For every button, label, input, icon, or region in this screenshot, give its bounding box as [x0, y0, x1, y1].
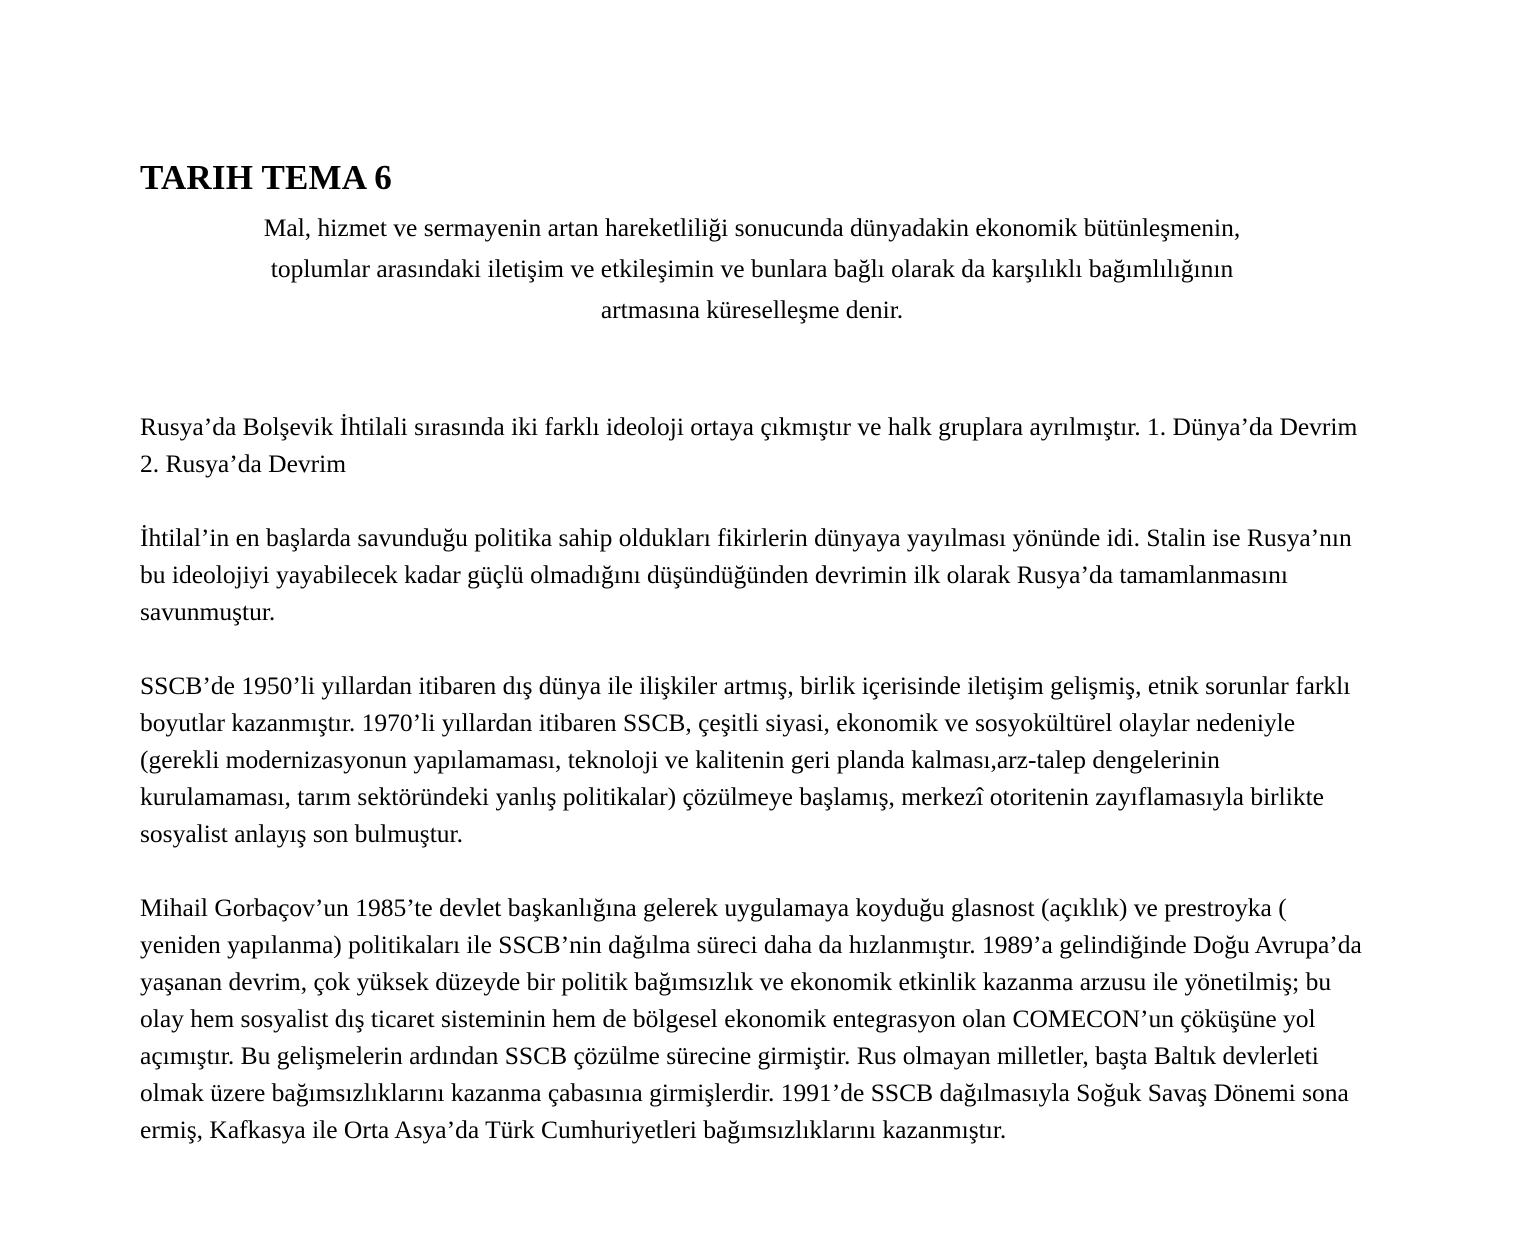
subtitle-line-1: Mal, hizmet ve sermayenin artan hareketliliği sonucunda dünyadakin ekonomik bütünleşmenin, — [263, 213, 1241, 242]
body-paragraph-2: İhtilal’in en başlarda savunduğu politika sahip oldukları fikirlerin dünyaya yayılması yönünde idi. Stalin ise Rusya’nın bu ideolojiyi yayabilecek kadar güçlü olmadığını düşündüğünden devrimin ilk olarak Rusya’da tamamlanmasını savunmuştur. — [140, 523, 1352, 626]
body-paragraph-1: Rusya’da Bolşevik İhtilali sırasında iki farklı ideoloji ortaya çıkmıştır ve halk gruplara ayrılmıştır. 1. Dünya’da Devrim 2. Rusya’da Devrim — [140, 412, 1358, 478]
subtitle-definition-block — [140, 207, 1364, 330]
page-title: TARIH TEMA 6 — [140, 158, 392, 197]
body-paragraph-3: SSCB’de 1950’li yıllardan itibaren dış dünya ile ilişkiler artmış, birlik içerisinde iletişim gelişmiş, etnik sorunlar farklı boyutlar kazanmıştır. 1970’li yıllardan itibaren SSCB, çeşitli siyasi, ekonomik ve sosyokültürel olaylar nedeniyle (gerekli modernizasyonun yapılamaması, teknoloji ve kalitenin geri planda kalması,arz-talep dengelerinin kurulamaması, tarım sektöründeki yanlış politikalar) çözülmeye başlamış, merkezî otoritenin zayıflamasıyla birlikte sosyalist anlayış son bulmuştur. — [140, 671, 1351, 848]
document-body — [140, 408, 1364, 1148]
subtitle-line-3: artmasına küreselleşme denir. — [600, 295, 904, 324]
body-paragraph-4: Mihail Gorbaçov’un 1985’te devlet başkanlığına gelerek uygulamaya koyduğu glasnost (açıklık) ve prestroyka ( yeniden yapılanma) politikaları ile SSCB’nin dağılma süreci daha da hızlanmıştır. 1989’a gelindiğinde Doğu Avrupa’da yaşanan devrim, çok yüksek düzeyde bir politik bağımsızlık ve ekonomik etkinlik kazanma arzusu ile yönetilmiş; bu olay hem sosyalist dış ticaret sisteminin hem de bölgesel ekonomik entegrasyon olan COMECON’un çöküşüne yol açımıştır. Bu gelişmelerin ardından SSCB çözülme sürecine girmiştir. Rus olmayan milletler, başta Baltık devlerleti olmak üzere bağımsızlıklarını kazanma çabasınıa girmişlerdir. 1991’de SSCB dağılmasıyla Soğuk Savaş Dönemi sona ermiş, Kafkasya ile Orta Asya’da Türk Cumhuriyetleri bağımsızlıklarını kazanmıştır. — [140, 893, 1362, 1144]
subtitle-line-2: toplumlar arasındaki iletişim ve etkileşimin ve bunlara bağlı olarak da karşılıklı bağımlılığının — [270, 254, 1234, 283]
